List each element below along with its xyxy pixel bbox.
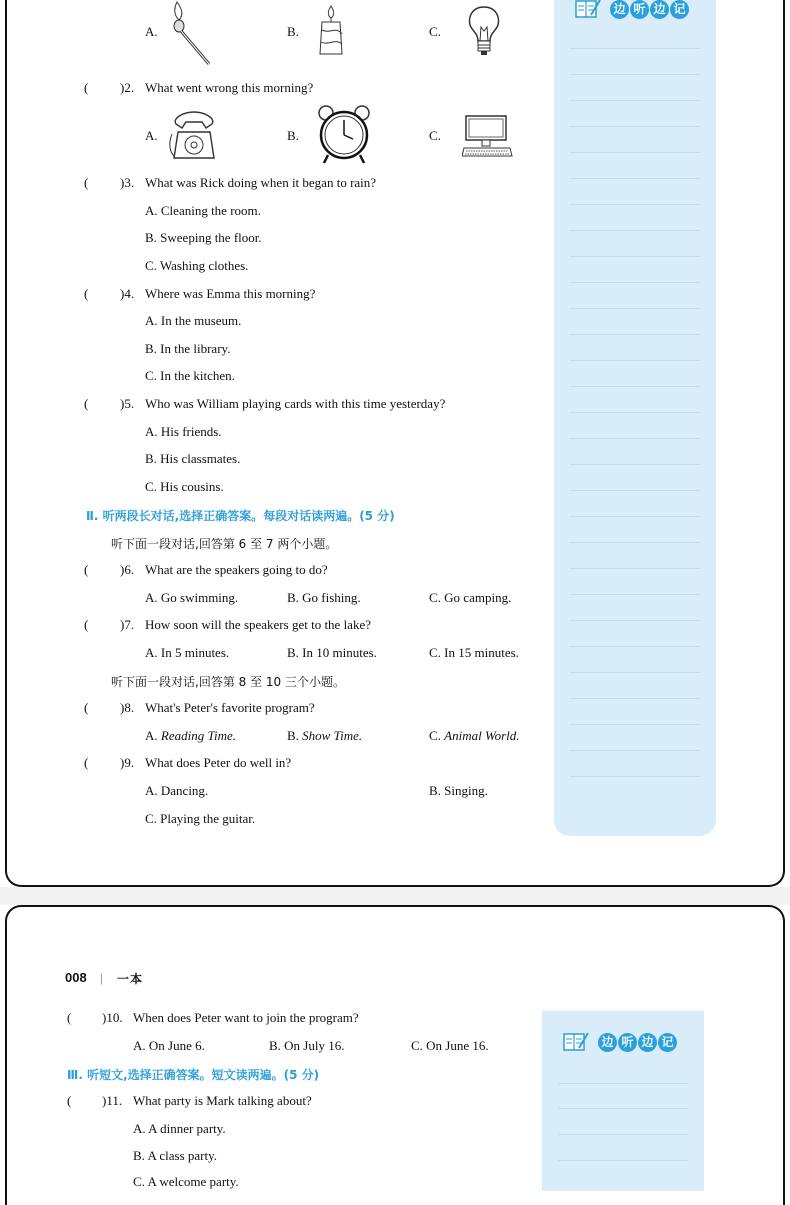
q7-option-a: A. In 5 minutes. (145, 645, 230, 660)
q8-option-c-text: Animal World. (444, 728, 520, 743)
light-bulb-icon (466, 5, 502, 57)
q8-option-b-text: Show Time. (302, 728, 363, 743)
notes-title-char: 记 (670, 0, 689, 19)
notes-title-char: 听 (630, 0, 649, 19)
q1-option-c-label: C. (429, 24, 441, 39)
q3-number: )3. (120, 175, 135, 190)
q2-text: What went wrong this morning? (145, 80, 314, 95)
candle-icon (312, 4, 350, 58)
q8-option-b-label: B. (287, 728, 299, 743)
q10-text: When does Peter want to join the program? (133, 1010, 359, 1025)
answer-blank[interactable]: ( (84, 80, 89, 95)
answer-blank[interactable]: ( (84, 175, 89, 190)
notes-title-char: 边 (610, 0, 629, 19)
alarm-clock-icon (316, 103, 372, 165)
answer-blank[interactable]: ( (67, 1010, 72, 1025)
notes-header-2 (562, 1031, 677, 1053)
q5-option-b: B. His classmates. (145, 451, 241, 466)
q2-number: )2. (120, 80, 135, 95)
notes-title-char: 边 (598, 1033, 617, 1052)
q11-option-c: C. A welcome party. (133, 1174, 239, 1189)
q2-option-c-label: C. (429, 128, 441, 143)
q11-number: )11. (102, 1093, 123, 1108)
answer-blank[interactable]: ( (84, 286, 89, 301)
q9-number: )9. (120, 755, 135, 770)
q11-text: What party is Mark talking about? (133, 1093, 312, 1108)
notebook-pen-icon (574, 0, 602, 20)
q2-option-b-label: B. (287, 128, 299, 143)
section-2-intro-1: 听下面一段对话,回答第 6 至 7 两个小题。 (111, 537, 338, 551)
q2-option-a-label: A. (145, 128, 158, 143)
q4-option-c: C. In the kitchen. (145, 368, 235, 383)
answer-blank[interactable]: ( (84, 755, 89, 770)
publisher-logo: 一本 (117, 972, 144, 986)
section-2-intro-2: 听下面一段对话,回答第 8 至 10 三个小题。 (111, 675, 345, 689)
answer-blank[interactable]: ( (67, 1093, 72, 1108)
q5-text: Who was William playing cards with this time yesterday? (145, 396, 446, 411)
header-separator: | (100, 970, 103, 985)
notes-title-char: 边 (638, 1033, 657, 1052)
q10-option-b: B. On July 16. (269, 1038, 345, 1053)
q9-option-a: A. Dancing. (145, 783, 209, 798)
q10-option-c: C. On June 16. (411, 1038, 489, 1053)
answer-blank[interactable]: ( (84, 396, 89, 411)
match-icon (165, 0, 215, 68)
q8-option-a (145, 728, 236, 744)
q3-text: What was Rick doing when it began to rain? (145, 175, 377, 190)
q7-option-c: C. In 15 minutes. (429, 645, 519, 660)
section-2-title: Ⅱ. 听两段长对话,选择正确答案。每段对话读两遍。(5 分) (86, 509, 395, 523)
notes-title-2 (598, 1033, 677, 1052)
page-number: 008 (65, 970, 87, 985)
q1-option-a-label: A. (145, 24, 158, 39)
q6-option-c: C. Go camping. (429, 590, 512, 605)
q5-number: )5. (120, 396, 135, 411)
q4-text: Where was Emma this morning? (145, 286, 316, 301)
answer-blank[interactable]: ( (84, 562, 89, 577)
notes-header (574, 0, 689, 20)
q11-option-a: A. A dinner party. (133, 1121, 226, 1136)
notes-title-char: 听 (618, 1033, 637, 1052)
q7-text: How soon will the speakers get to the lake? (145, 617, 371, 632)
q6-number: )6. (120, 562, 135, 577)
section-3-title: Ⅲ. 听短文,选择正确答案。短文读两遍。(5 分) (67, 1068, 320, 1082)
q7-number: )7. (120, 617, 135, 632)
notebook-pen-icon (562, 1031, 590, 1053)
q3-option-b: B. Sweeping the floor. (145, 230, 262, 245)
answer-blank[interactable]: ( (84, 700, 89, 715)
q6-text: What are the speakers going to do? (145, 562, 328, 577)
q5-option-c: C. His cousins. (145, 479, 224, 494)
notes-title (610, 0, 689, 19)
q8-option-c (429, 728, 520, 744)
notes-panel-2 (542, 1011, 704, 1191)
notes-title-char: 边 (650, 0, 669, 19)
q8-text: What's Peter's favorite program? (145, 700, 315, 715)
telephone-icon (168, 110, 220, 162)
q8-option-c-label: C. (429, 728, 441, 743)
q4-number: )4. (120, 286, 135, 301)
q3-option-c: C. Washing clothes. (145, 258, 249, 273)
q1-option-b-label: B. (287, 24, 299, 39)
q6-option-a: A. Go swimming. (145, 590, 239, 605)
q3-option-a: A. Cleaning the room. (145, 203, 261, 218)
notes-panel (554, 0, 716, 836)
computer-icon (462, 114, 514, 160)
q5-option-a: A. His friends. (145, 424, 222, 439)
q8-option-a-label: A. (145, 728, 158, 743)
q4-option-b: B. In the library. (145, 341, 231, 356)
notes-title-char: 记 (658, 1033, 677, 1052)
q7-option-b: B. In 10 minutes. (287, 645, 377, 660)
q8-option-b (287, 728, 362, 744)
q8-number: )8. (120, 700, 135, 715)
q11-option-b: B. A class party. (133, 1148, 218, 1163)
q9-option-b: B. Singing. (429, 783, 488, 798)
q10-option-a: A. On June 6. (133, 1038, 205, 1053)
answer-blank[interactable]: ( (84, 617, 89, 632)
q9-option-c: C. Playing the guitar. (145, 811, 256, 826)
q4-option-a: A. In the museum. (145, 313, 242, 328)
q10-number: )10. (102, 1010, 123, 1025)
q8-option-a-text: Reading Time. (160, 728, 236, 743)
page-gap (0, 887, 790, 905)
q6-option-b: B. Go fishing. (287, 590, 361, 605)
q9-text: What does Peter do well in? (145, 755, 292, 770)
